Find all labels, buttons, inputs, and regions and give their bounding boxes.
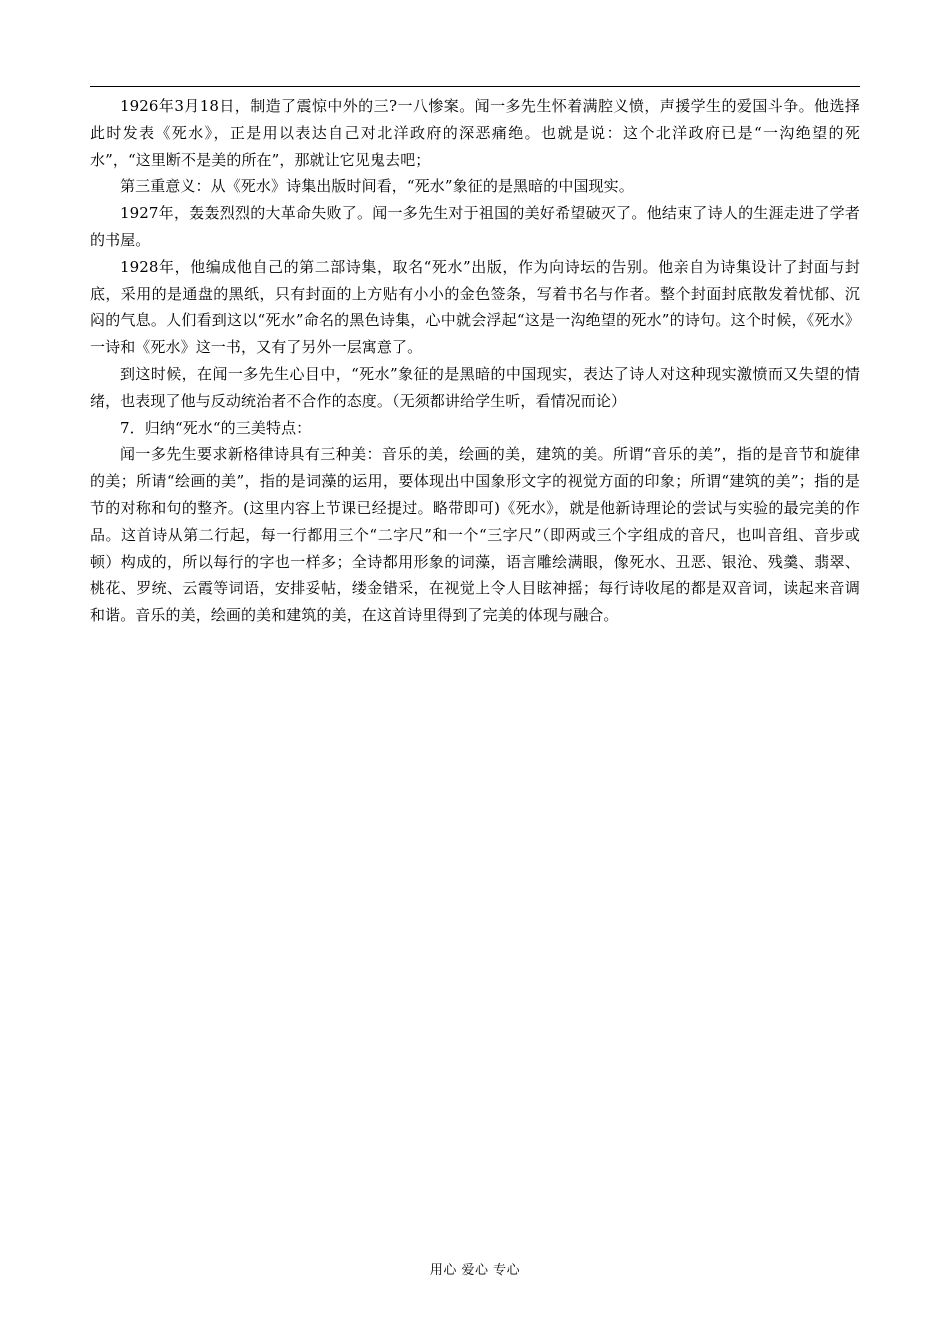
page-footer: 用心 爱心 专心 [429, 1263, 521, 1278]
paragraph-march-18-massacre: 1926年3月18日，制造了震惊中外的三?一八惨案。闻一多先生怀着满腔义愤，声援学生的爱国斗争。他选择此时发表《死水》，正是用以表达自己对北洋政府的深恶痛绝。也就是说：这个北洋政府已是“一沟绝望的死水”，“这里断不是美的所在”，那就让它见鬼去吧； [90, 97, 860, 169]
paragraph-1927-revolution: 1927年，轰轰烈烈的大革命失败了。闻一多先生对于祖国的美好希望破灭了。他结束了诗人的生涯走进了学者的书屋。 [90, 204, 860, 249]
document-body [90, 93, 860, 629]
paragraph-three-beauties: 闻一多先生要求新格律诗具有三种美：音乐的美，绘画的美，建筑的美。所谓“音乐的美”，指的是音节和旋律的美；所请“绘画的美”，指的是词藻的运用，要体现出中国象形文字的视觉方面的印象；所谓“建筑的美”；指的是节的对称和句的整齐。(这里内容上节课已经提过。略带即可)《死水》，就是他新诗理论的尝试与实验的最完美的作品。这首诗从第二行起，每一行都用三个“二字尺”和一个“三字尺”（即两或三个字组成的音尺，也叫音组、音步或顿）构成的，所以每行的字也一样多；全诗都用形象的词藻，语言雕绘满眼，像死水、丑恶、银沧、残羹、翡翠、桃花、罗统、云霞等词语，安排妥帖，缕金错采，在视觉上令人目眩神摇；每行诗收尾的都是双音词，读起来音调和谐。音乐的美，绘画的美和建筑的美，在这首诗里得到了完美的体现与融合。 [90, 445, 860, 625]
paragraph-1928-collection: 1928年，他编成他自己的第二部诗集，取名“死水”出版，作为向诗坛的告别。他亲自为诗集设计了封面与封底，采用的是通盘的黑纸，只有封面的上方贴有小小的金色签条，写着书名与作者。整个封面封底散发着忧郁、沉闷的气息。人们看到这以“死水”命名的黑色诗集，心中就会浮起“这是一沟绝望的死水”的诗句。这个时候，《死水》一诗和《死水》这一书，又有了另外一层寓意了。 [90, 257, 860, 357]
section-heading-three-beauties: 7．归纳“死水“的三美特点： [120, 418, 312, 437]
paragraph-third-meaning: 第三重意义：从《死水》诗集出版时间看，“死水”象征的是黑暗的中国现实。 [120, 177, 634, 196]
paragraph-symbolism-summary: 到这时候，在闻一多先生心目中，“死水”象征的是黑暗的中国现实，表达了诗人对这种现实激愤而又失望的情绪，也表现了他与反动统治者不合作的态度。（无须都讲给学生听，看情况而论） [90, 364, 860, 410]
header-rule [90, 86, 860, 87]
